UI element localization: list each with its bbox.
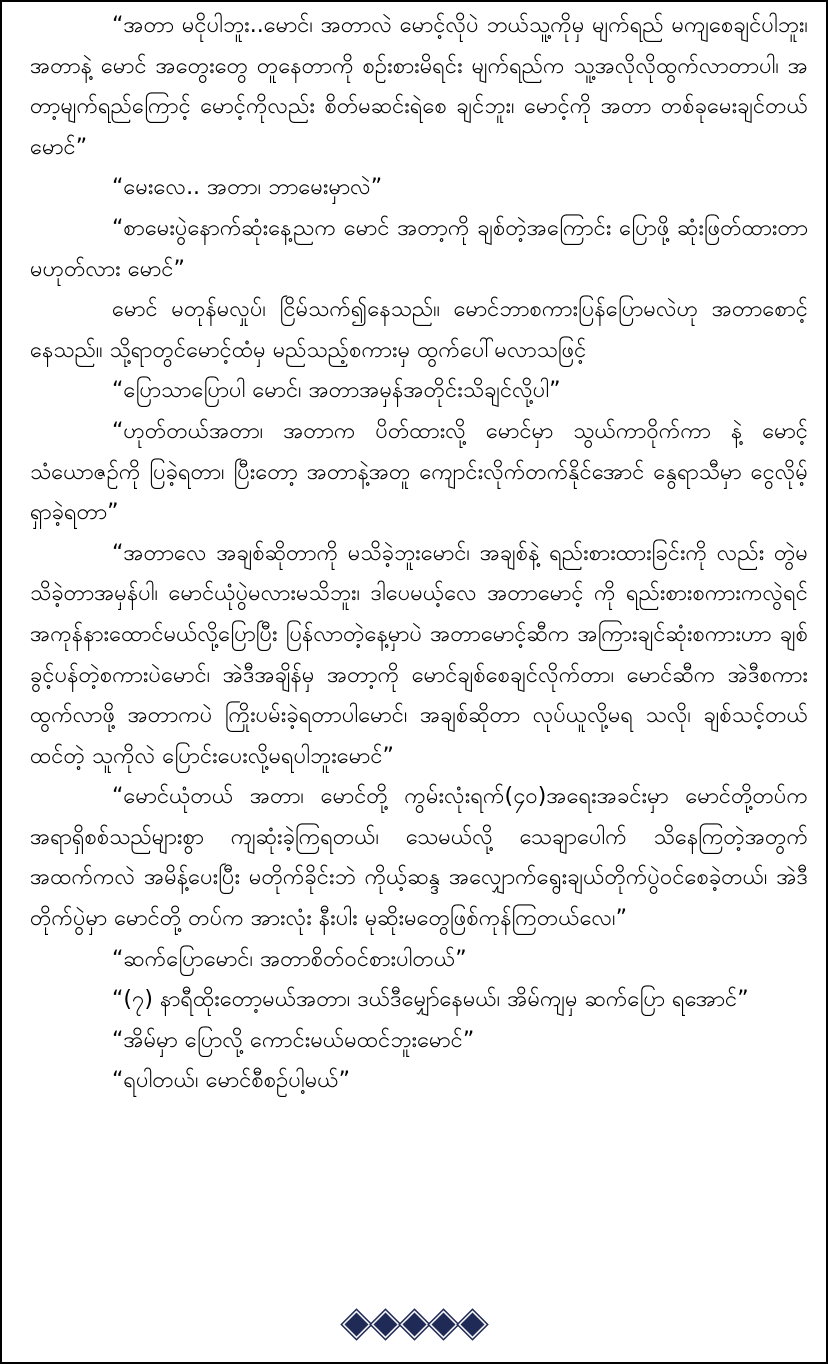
paragraph: “အိမ်မှာ ပြောလို့ ကောင်းမယ်မထင်ဘူးမောင်” — [112, 1027, 475, 1053]
paragraph: “ပြောသာပြောပါ မောင်၊ အတာအမှန်အတိုင်းသိချင်လို့ပါ” — [112, 378, 561, 404]
paragraph: “မေးလေ.. အတာ၊ ဘာမေးမှာလဲ” — [112, 175, 383, 201]
paragraph: “စာမေးပွဲနောက်ဆုံးနေ့ညက မောင် အတာ့ကို ချစ်တဲ့အကြောင်း ပြောဖို့ ဆုံးဖြတ်ထားတာမဟုတ်လား မောင်” — [30, 215, 808, 282]
paragraph: “အတာ မငိုပါဘူး..မောင်၊ အတာလဲ မောင့်လိုပဲ ဘယ်သူ့ကိုမှ မျက်ရည် မကျစေချင်ပါဘူး၊ အတာနဲ့ မောင် အတွေးတွေ တူနေတာကို စဉ်းစားမိရင်း မျက်ရည်က သူ့အလိုလိုထွက်လာတာပါ၊ အတာ့မျက်ရည်ကြောင့် မောင့်ကိုလည်း စိတ်မဆင်းရဲစေ ချင်ဘူး၊ မောင့်ကို အတာ တစ်ခုမေးချင်တယ် မောင်” — [30, 13, 808, 160]
section-end-ornament — [2, 1316, 826, 1333]
paragraph: “ဆက်ပြောမောင်၊ အတာစိတ်ဝင်စားပါတယ်” — [112, 946, 467, 972]
diamond-ornament-icon — [431, 1312, 455, 1336]
paragraph: “ရပါတယ်၊ မောင်စီစဉ်ပါ့မယ်” — [112, 1068, 351, 1094]
paragraph: “(၇) နာရီထိုးတော့မယ်အတာ၊ ဒယ်ဒီမျှော်နေမယ်၊ အိမ်ကျမှ ဆက်ပြော ရအောင်” — [112, 987, 749, 1013]
diamond-ornament-icon — [344, 1312, 368, 1336]
diamond-ornament-icon — [373, 1312, 397, 1336]
story-text — [30, 6, 808, 1102]
diamond-ornament-icon — [460, 1312, 484, 1336]
paragraph: မောင် မတုန်မလှုပ်၊ ငြိမ်သက်၍နေသည်။ မောင်ဘာစကားပြန်ပြောမလဲဟု အတာစောင့်နေသည်။ သို့ရာတွင်မောင့်ထံမှ မည်သည့်စကားမှ ထွက်ပေါ်မလာသဖြင့် — [30, 297, 808, 363]
paragraph: “ဟုတ်တယ်အတာ၊ အတာက ပိတ်ထားလို့ မောင်မှာ သွယ်ကာဝိုက်ကာ နဲ့ မောင့်သံယောဇဉ်ကို ပြခဲ့ရတာ၊ ပြီးတော့ အတာနဲ့အတူ ကျောင်းလိုက်တက်နိုင်အောင် နွေရာသီမှာ ငွေလိုမ့်ရှာခဲ့ရတာ” — [30, 418, 808, 526]
paragraph: “မောင်ယုံတယ် အတာ၊ မောင်တို့ ကွမ်းလုံးရက်(၄၀)အရေးအခင်းမှာ မောင်တို့တပ်က အရာရှိစစ်သည်များစွာ ကျဆုံးခဲ့ကြရတယ်၊ သေမယ်လို့ သေချာပေါက် သိနေကြတဲ့အတွက် အထက်ကလဲ အမိန့်ပေးပြီး မတိုက်ခိုင်းဘဲ ကိုယ့်ဆန္ဒ အလျှောက်ရွေးချယ်တိုက်ပွဲဝင်စေခဲ့တယ်၊ အဲဒီတိုက်ပွဲမှာ မောင်တို့ တပ်က အားလုံး နီးပါး မုဆိုးမတွေဖြစ်ကုန်ကြတယ်လေ၊” — [30, 784, 808, 932]
paragraph: “အတာလေ အချစ်ဆိုတာကို မသိခဲ့ဘူးမောင်၊ အချစ်နဲ့ ရည်းစားထားခြင်းကို လည်း တွဲမသိခဲ့တာအမှန်ပါ၊ မောင်ယုံပွဲမလားမသိဘူး၊ ဒါပေမယ့်လေ အတာမောင့် ကို ရည်းစားစကားကလွဲရင် အကုန်နားထောင်မယ်လို့ပြောပြီး ပြန်လာတဲ့နေ့မှာပဲ အတာမောင့်ဆီက အကြားချင်ဆုံးစကားဟာ ချစ်ခွင့်ပန်တဲ့စကားပဲမောင်၊ အဲဒီအချိန်မှ အတာ့ကို မောင်ချစ်စေချင်လိုက်တာ၊ မောင်ဆီက အဲဒီစကားထွက်လာဖို့ အတာကပဲ ကြိုးပမ်းခဲ့ရတာပါမောင်၊ အချစ်ဆိုတာ လုပ်ယူလို့မရ သလို၊ ချစ်သင့်တယ်ထင်တဲ့ သူကိုလဲ ပြောင်းပေးလို့မရပါဘူးမောင်” — [30, 540, 808, 769]
diamond-ornament-icon — [402, 1312, 426, 1336]
